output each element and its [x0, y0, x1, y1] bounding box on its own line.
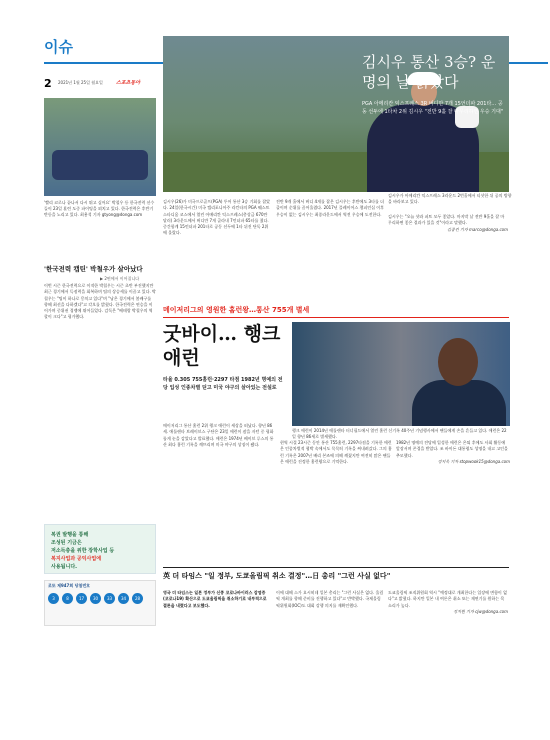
hero-photo-caption: 김시우가 아메리칸 익스프레스 3라운드 2번홀에서 티샷한 뒤 공의 방향을 바라보고 있다.	[388, 193, 512, 204]
bottom-body-col-1	[163, 590, 271, 716]
lottery-ad-banner	[44, 524, 156, 574]
hero-body-col-3	[388, 214, 508, 288]
hero-subheadline: PGA 아메리칸 익스프레스 3R 버디만 7개 15언더파 201타… 공동 선두에 1타차 2위 김시우 "전반 9홀 잘 마무리하면 우승 기대"	[362, 101, 504, 115]
mid-kicker: 메이저리그의 영원한 홈런왕…통산 755개 별세	[163, 306, 310, 314]
issue-date: 2021년 1월 25일 월요일	[58, 80, 103, 85]
lotto-bonus-number: 28	[132, 593, 143, 604]
lotto-numbers	[45, 591, 155, 606]
hero-body-col-1: 김시우(26)가 미국프로골프(PGA) 투어 통산 3승 기회를 잡았다. 24일(한국시간) 미국 캘리포니아주 라킨타의 PGA 웨스트 스타디움 코스에서 열린 아메리칸 익스프레스(총상금 670만 달러) 3라운드에서 버디만 7개 골라내 7언더파 65타를 쳤다. 중간합계 15언더파 201타로 공동 선두에 1타 뒤진 단독 2위에 올랐다.	[163, 199, 271, 236]
mid-reporter: 정지욱 기자 stopwook15@donga.com	[437, 458, 510, 464]
bottom-body-text: 도쿄올림픽 조직위원회 역시 "예정대로 개최한다는 입장에 변함이 없다"고 밝혔다. 하지만 일본 내 여론은 취소 또는 재연기를 원하는 목소리가 높다.	[388, 590, 507, 608]
left-photo-caption	[44, 200, 156, 218]
bottom-rule	[163, 567, 509, 568]
left-caption-reporter: 최용석 기자 gtyong@donga.com	[80, 212, 143, 217]
left-article-byline: ▶ 2면에서 이어집니다	[100, 276, 140, 281]
lotto-number: 30	[90, 593, 101, 604]
lotto-results-table	[44, 580, 156, 626]
hero-reporter: 김종건 기자 marco@donga.com	[447, 226, 508, 232]
mid-subtitle: 타율 0.305 755홈런·2297 타점 1982년 명예의 전당 입성 인종차별 딛고 미국 야구의 살아있는 전설로	[163, 377, 283, 391]
bottom-headline: 英 더 타임스 "일 정부, 도쿄올림픽 취소 결정"…日 총리 "그런 사실 없다"	[163, 572, 391, 580]
left-article-headline: '한국전력 캡틴' 박철우가 살아났다	[44, 265, 143, 273]
lotto-title: 로또 제947회 당첨번호	[48, 583, 91, 588]
lotto-number: 34	[118, 593, 129, 604]
lotto-number: 17	[76, 593, 87, 604]
aaron-suit	[412, 380, 506, 426]
hero-body-col-2: 전반 9개 홀에서 버디 4개를 잡은 김시우는 후반에도 3타를 더 줄이며 순위를 끌어올렸다. 2017년 플레이어스 챔피언십 이후 우승이 없는 김시우는 최종라운드에서 역전 우승에 도전한다.	[276, 199, 384, 217]
bottom-lead: 영국 더 타임스는 일본 정부가 신종 코로나바이러스 감염증(코로나19) 확산으로 도쿄올림픽을 취소하기로 내부적으로 결론을 내렸다고 보도했다.	[163, 590, 267, 608]
bottom-reporter: 정지원 기자 cjw@donga.com	[453, 608, 508, 614]
mid-body-col-1: 메이저리그 통산 홈런 2위 행크 애런이 세상을 떠났다. 향년 86세. 애틀랜타 브레이브스 구단은 23일 애런이 잠을 자던 중 평화롭게 눈을 감았다고 발표했다. 애런은 1974년 베이브 루스의 통산 최다 홈런 기록을 깨뜨리며 미국 야구의 상징이 됐다.	[163, 423, 274, 447]
lotto-number: 3	[48, 593, 59, 604]
left-article-body: 이번 시즌 한국전력으로 이적한 박철우는 시즌 초반 부진했지만 최근 경기에서 득점력을 회복하며 팀의 상승세를 이끌고 있다. 박철우는 "팀이 하나로 뭉치고 있다"며 "남은 경기에서 봄배구를 향해 최선을 다하겠다"고 각오를 밝혔다. 한국전력은 연승을 이어가며 중위권 경쟁에 뛰어들었다. 감독은 "베테랑 박철우의 역할이 크다"고 평가했다.	[44, 283, 156, 320]
mid-kicker-rule	[163, 317, 509, 318]
mid-photo-caption: 행크 애런이 2014년 애틀랜타 터너필드에서 열린 홈런 신기록 40주년 기념행사에서 팬들에게 손을 흔들고 있다. 애런은 22일 향년 86세로 별세했다.	[292, 428, 507, 439]
ad-line-3: 저소득층을 위한 장학사업 등	[51, 548, 115, 554]
ad-line-4: 복지사업과 공익사업에	[51, 556, 102, 562]
lotto-number: 33	[104, 593, 115, 604]
hero-headline: 김시우 통산 3승? 운명의 날 밝았다	[362, 53, 496, 91]
section-header	[44, 36, 154, 64]
ad-text-block	[51, 531, 114, 571]
bottom-body-col-2: 이에 대해 스가 요시히데 일본 총리는 "그런 사실은 없다. 올림픽 개최를 향해 준비를 진행하고 있다"고 반박했다. 국제올림픽위원회(IOC)도 대회 강행 의지를 재확인했다.	[276, 590, 384, 608]
ad-line-2: 조성된 기금은	[51, 540, 82, 546]
bottom-body-col-3	[388, 590, 508, 716]
newspaper-logo: 스포츠동아	[116, 80, 141, 86]
lotto-number: 8	[62, 593, 73, 604]
ad-line-5: 사용됩니다.	[51, 564, 78, 570]
team-players-figure	[52, 150, 148, 180]
ad-line-1: 복권 발행을 통해	[51, 532, 89, 538]
aaron-face	[438, 338, 478, 386]
left-caption-text: '빨리 코로나 끝나서 다시 뛰고 싶어요' 박철우 등 한국전력 선수들이 23일 훈련 도중 파이팅을 외치고 있다. 한국전력은 후반기 반등을 노리고 있다.	[44, 200, 155, 217]
mid-title: 굿바이… 행크 애런	[163, 323, 281, 369]
volleyball-team-photo	[44, 98, 156, 196]
mid-body-col-3	[396, 440, 510, 554]
page-number: 2	[44, 77, 52, 90]
hero-body-text: 김시우는 "오늘 샷과 퍼트 모두 좋았다. 마지막 날 전반 9홀을 잘 마무리하면 좋은 결과가 있을 것"이라고 말했다.	[388, 214, 505, 226]
section-title: 이슈	[44, 38, 73, 56]
hank-aaron-photo	[292, 322, 510, 426]
mid-body-text: 1982년 명예의 전당에 입성한 애런은 은퇴 후에도 사회 활동에 앞장서며 존경을 받았다. 조 바이든 대통령도 성명을 내고 고인을 추모했다.	[396, 440, 508, 458]
mid-body-col-2: 현역 시절 23시즌 동안 통산 755홈런, 2297타점을 기록한 애런은 인종차별적 협박 속에서도 묵묵히 기록을 써내려갔다. 그의 홈런 기록은 2007년 배리 본즈에 의해 깨졌지만 여전히 많은 팬들은 애런을 진정한 홈런왕으로 기억한다.	[280, 440, 392, 464]
